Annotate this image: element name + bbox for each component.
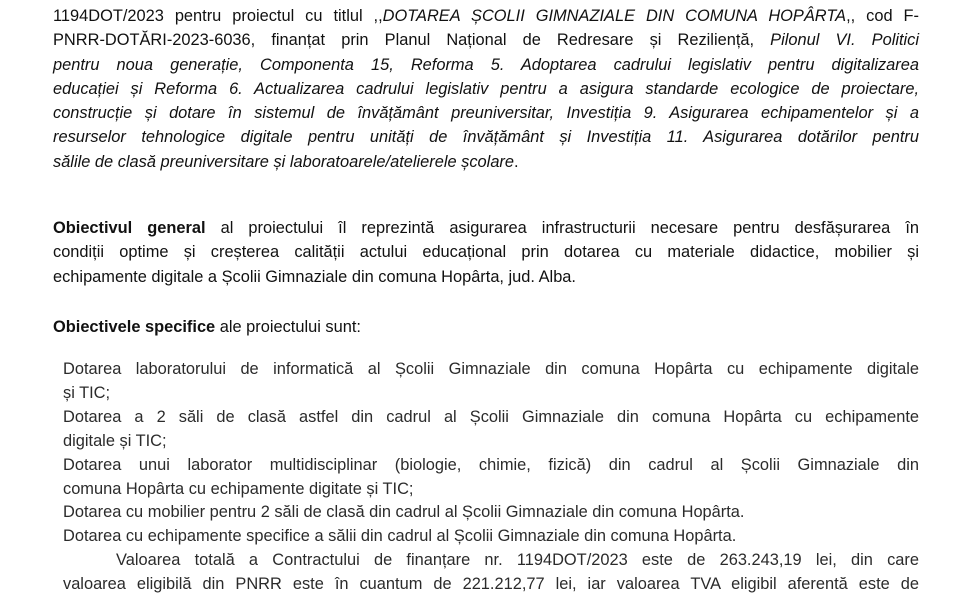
- text-line: [53, 53, 919, 77]
- objective-item: [63, 525, 919, 549]
- objective-item: [63, 454, 919, 502]
- italic-text: DOTAREA ȘCOLII GIMNAZIALE DIN COMUNA HOPÂRTA: [382, 7, 847, 25]
- objective-item: [63, 406, 919, 454]
- text-line: [53, 265, 919, 289]
- text-run: ale proiectului sunt:: [215, 318, 361, 336]
- bold-text: Obiectivele specifice: [53, 318, 216, 336]
- italic-text: construcție și dotare în sistemul de învățământ preuniversitar, Investiția 9. Asigurarea echipamentelor și a: [53, 104, 919, 123]
- project-description-paragraph: [53, 4, 919, 174]
- italic-text: pentru noua generație, Componenta 15, Reforma 5. Adoptarea cadrului legislativ pentru digitalizarea: [53, 55, 919, 74]
- text-line: [53, 150, 919, 174]
- text-line: [53, 315, 919, 339]
- bold-text: Obiectivul general: [53, 219, 206, 237]
- text-run: ,, cod F-: [846, 7, 919, 25]
- italic-text: Pilonul VI. Politici: [770, 31, 920, 50]
- italic-text: resurselor tehnologice digitale pentru unități de învățământ și Investiția 11. Asigurarea dotărilor pentru: [53, 128, 919, 147]
- italic-text: sălile de clasă preuniversitare și laboratoarele/atelierele școlare: [53, 152, 515, 171]
- objective-line: și TIC;: [63, 383, 111, 402]
- objective-line: Dotarea unui laborator multidisciplinar (biologie, chimie, fizică) din cadrul al Școlii Gimnaziale din: [63, 455, 919, 474]
- text-line: [53, 240, 919, 264]
- general-objective-paragraph: [53, 216, 919, 289]
- funding-paragraph: [63, 549, 919, 597]
- italic-text: educației și Reforma 6. Actualizarea cadrului legislativ pentru a asigura standarde ecologice de proiectare,: [53, 79, 919, 98]
- objective-line: digitale și TIC;: [63, 431, 167, 450]
- objective-line: comuna Hopârta cu echipamente digitate și TIC;: [63, 479, 414, 498]
- specific-objectives-heading: [53, 315, 919, 339]
- objective-line: Dotarea cu mobilier pentru 2 săli de clasă din cadrul al Școlii Gimnaziale din comuna Hopârta.: [63, 503, 745, 522]
- text-run: condiții optime și creșterea calității actului educațional prin dotarea cu materiale didactice, mobilier și: [53, 243, 919, 262]
- text-line: [53, 4, 919, 28]
- text-run: PNRR-DOTĂRI-2023-6036, finanțat prin Planul Național de Redresare și Reziliență,: [53, 31, 771, 50]
- objective-item: [63, 358, 919, 406]
- text-run: echipamente digitale a Școlii Gimnaziale din comuna Hopârta, jud. Alba.: [53, 267, 576, 286]
- specific-objectives-list: [63, 358, 919, 597]
- funding-line: valoarea eligibilă din PNRR este în cuantum de 221.212,77 lei, iar valoarea TVA eligibil aferentă este de: [63, 575, 919, 594]
- text-line: [53, 101, 919, 125]
- text-line: [53, 28, 919, 52]
- text-line: [53, 216, 919, 240]
- text-run: al proiectului îl reprezintă asigurarea infrastructurii necesare pentru desfășurarea în: [205, 219, 919, 237]
- text-run: .: [514, 152, 519, 171]
- objective-line: Dotarea a 2 săli de clasă astfel din cadrul al Școlii Gimnaziale din comuna Hopârta cu echipamente: [63, 407, 919, 426]
- objective-line: Dotarea cu echipamente specifice a sălii din cadrul al Școlii Gimnaziale din comuna Hopârta.: [63, 527, 737, 546]
- text-line: [53, 77, 919, 101]
- objective-item: [63, 501, 919, 525]
- text-line: [53, 125, 919, 149]
- text-run: 1194DOT/2023 pentru proiectul cu titlul ,,: [53, 7, 383, 25]
- funding-line: Valoarea totală a Contractului de finanțare nr. 1194DOT/2023 este de 263.243,19 lei, din care: [116, 551, 919, 570]
- objective-line: Dotarea laboratorului de informatică al Școlii Gimnaziale din comuna Hopârta cu echipamente digitale: [63, 360, 919, 378]
